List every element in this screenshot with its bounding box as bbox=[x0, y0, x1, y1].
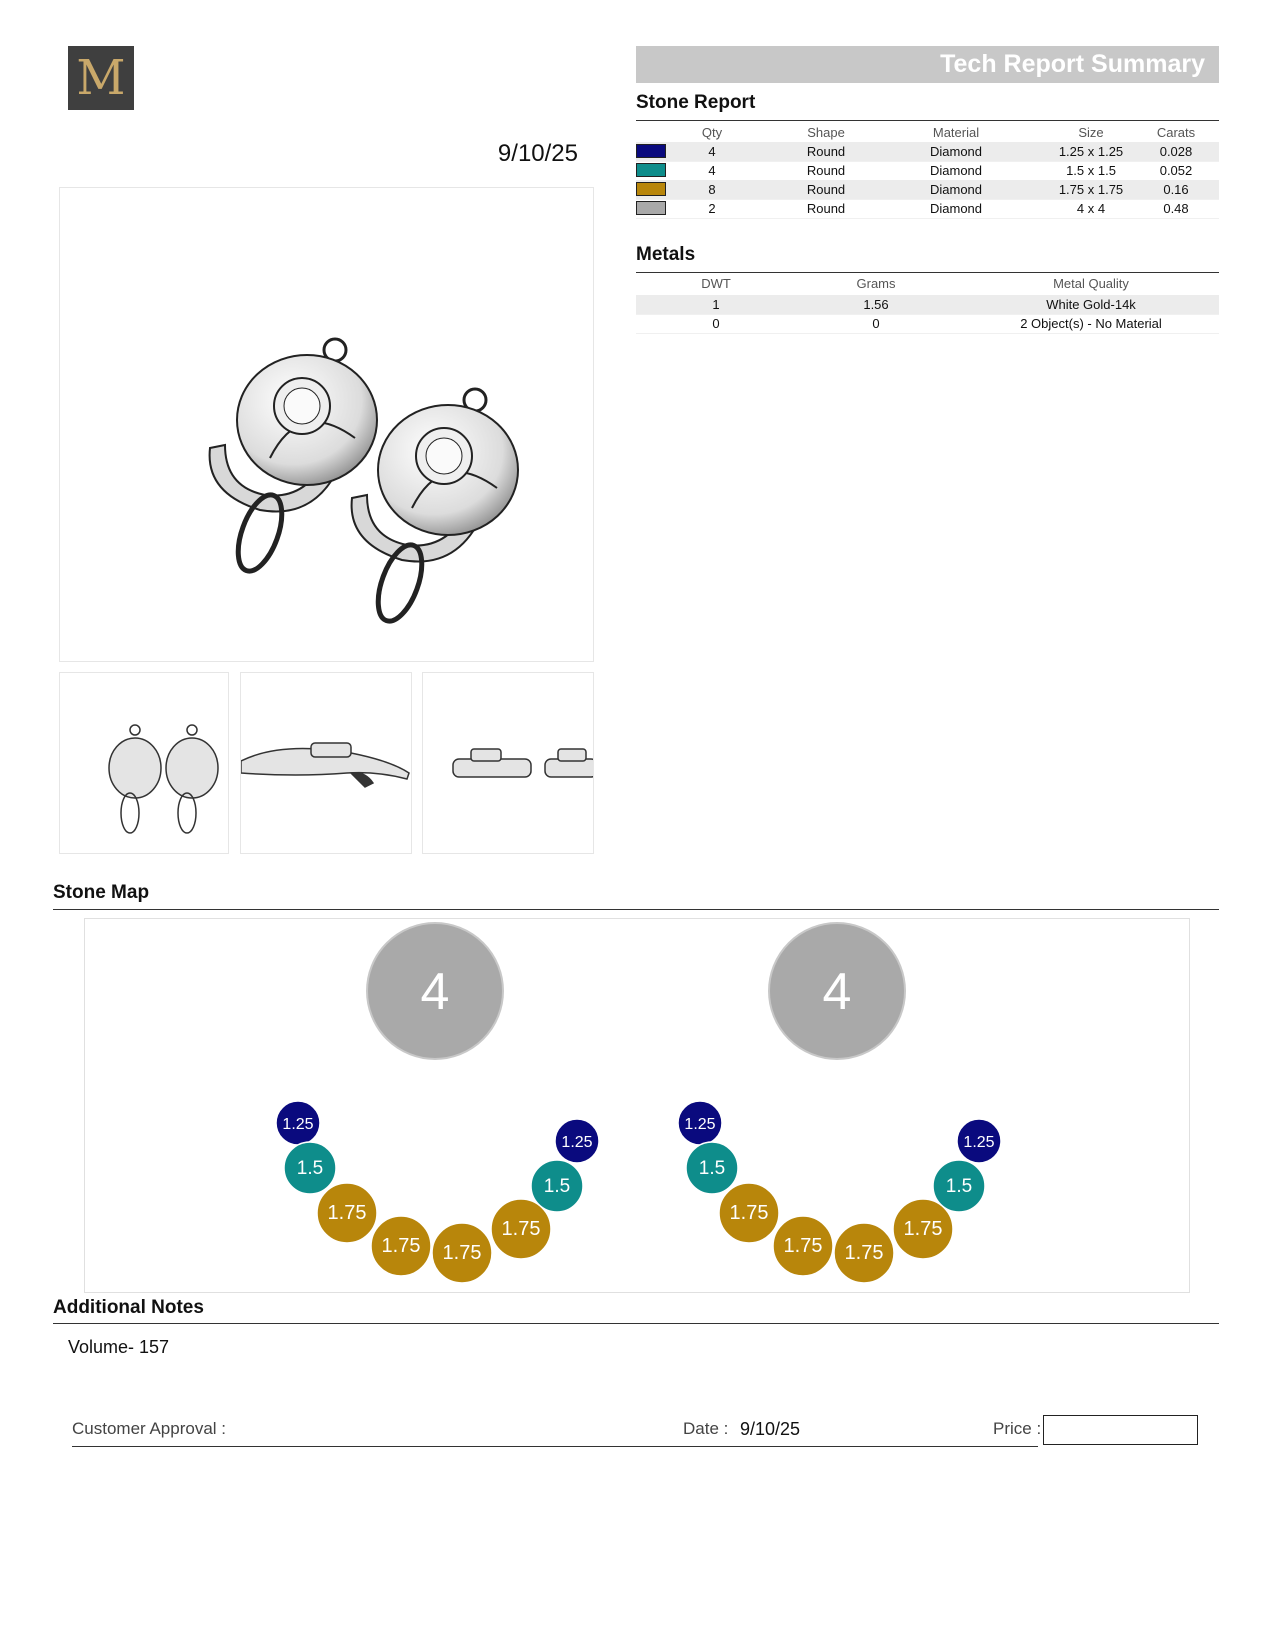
stone-4-marker bbox=[367, 923, 503, 1059]
cell-qty: 2 bbox=[708, 201, 716, 216]
stone-report-heading: Stone Report bbox=[636, 92, 756, 113]
approval-date-label: Date : bbox=[683, 1419, 729, 1438]
stone-1-5-label: 1.5 bbox=[945, 1176, 973, 1197]
cell-material: Diamond bbox=[929, 201, 983, 216]
cell-carats: 0.028 bbox=[1159, 144, 1193, 159]
stone-1-25-label: 1.25 bbox=[963, 1134, 995, 1151]
col-grams: Grams bbox=[856, 276, 896, 291]
company-logo bbox=[68, 46, 134, 110]
stone-1-75-marker bbox=[834, 1223, 894, 1283]
stone-1-25-label: 1.25 bbox=[282, 1116, 314, 1133]
stone-1-75-marker bbox=[317, 1183, 377, 1243]
col-size: Size bbox=[1078, 125, 1104, 140]
stone-1-5-marker bbox=[531, 1160, 583, 1212]
customer-approval-label: Customer Approval : bbox=[72, 1419, 227, 1438]
metals-heading: Metals bbox=[636, 244, 696, 265]
thumbnail-side-view bbox=[240, 672, 412, 854]
col-shape: Shape bbox=[807, 125, 845, 140]
thumbnail-front-view bbox=[59, 672, 229, 854]
approval-date-value: 9/10/25 bbox=[740, 1419, 801, 1439]
stone-1-75-label: 1.75 bbox=[783, 1235, 823, 1257]
stone-map-heading: Stone Map bbox=[53, 882, 150, 903]
stone-4-label: 4 bbox=[822, 963, 852, 1021]
stone-1-5-marker bbox=[686, 1142, 738, 1194]
top-view-icon bbox=[423, 673, 594, 854]
cell-shape: Round bbox=[806, 182, 846, 197]
stone-1-25-marker bbox=[555, 1119, 599, 1163]
stone-1-25-label: 1.25 bbox=[684, 1116, 716, 1133]
cell-qty: 8 bbox=[708, 182, 716, 197]
stone-1-75-marker bbox=[719, 1183, 779, 1243]
earring-pair-render bbox=[60, 188, 594, 662]
stone-map-rule bbox=[53, 909, 1219, 910]
price-field[interactable] bbox=[1043, 1415, 1198, 1445]
col-carats: Carats bbox=[1156, 125, 1196, 140]
cell-material: Diamond bbox=[929, 182, 983, 197]
cell-qty: 4 bbox=[708, 163, 716, 178]
stone-1-75-label: 1.75 bbox=[442, 1242, 482, 1264]
notes-rule bbox=[53, 1323, 1219, 1324]
stone-1-5-marker bbox=[284, 1142, 336, 1194]
cell-grams: 0 bbox=[872, 316, 880, 331]
signature-line[interactable] bbox=[72, 1446, 1038, 1447]
cell-material: Diamond bbox=[929, 163, 983, 178]
col-material: Material bbox=[932, 125, 980, 140]
report-title: Tech Report Summary bbox=[940, 50, 1205, 78]
stone-map bbox=[84, 918, 1190, 1293]
cell-carats: 0.052 bbox=[1159, 163, 1193, 178]
title-bar bbox=[636, 46, 1219, 83]
cell-shape: Round bbox=[806, 201, 846, 216]
stone-1-25-marker bbox=[276, 1101, 320, 1145]
stone-report-rule bbox=[636, 120, 1219, 121]
cell-shape: Round bbox=[806, 144, 846, 159]
table-header bbox=[636, 123, 1219, 142]
stone-1-25-marker bbox=[957, 1119, 1001, 1163]
stone-1-75-label: 1.75 bbox=[844, 1242, 884, 1264]
col-metal-quality: Metal Quality bbox=[1053, 276, 1129, 291]
stone-map-diagram bbox=[85, 919, 1191, 1294]
table-row bbox=[636, 142, 1219, 162]
cell-qty: 4 bbox=[708, 144, 716, 159]
stone-1-25-marker bbox=[678, 1101, 722, 1145]
metals-table bbox=[636, 274, 1219, 334]
stone-color-swatch bbox=[636, 182, 666, 196]
main-render-image bbox=[59, 187, 594, 662]
stone-1-5-label: 1.5 bbox=[296, 1158, 324, 1179]
stone-report-table bbox=[636, 123, 1219, 223]
stone-1-75-label: 1.75 bbox=[729, 1202, 769, 1224]
cell-dwt: 0 bbox=[712, 316, 720, 331]
front-view-icon bbox=[60, 673, 229, 854]
cell-shape: Round bbox=[806, 163, 846, 178]
table-row bbox=[636, 314, 1219, 334]
stone-1-75-label: 1.75 bbox=[381, 1235, 421, 1257]
cell-metal-quality: White Gold-14k bbox=[1046, 297, 1136, 312]
stone-1-5-label: 1.5 bbox=[698, 1158, 726, 1179]
metals-rule bbox=[636, 272, 1219, 273]
stone-color-swatch bbox=[636, 163, 666, 177]
stone-1-75-label: 1.75 bbox=[327, 1202, 367, 1224]
stone-color-swatch bbox=[636, 144, 666, 158]
table-header bbox=[636, 274, 1219, 293]
col-dwt: DWT bbox=[701, 276, 731, 291]
cell-size: 4 x 4 bbox=[1076, 201, 1106, 216]
table-row bbox=[636, 295, 1219, 315]
stone-1-75-label: 1.75 bbox=[501, 1218, 541, 1240]
table-row bbox=[636, 161, 1219, 181]
additional-notes-heading: Additional Notes bbox=[53, 1297, 204, 1318]
logo-letter: M bbox=[76, 50, 126, 106]
stone-1-5-label: 1.5 bbox=[543, 1176, 571, 1197]
cell-size: 1.25 x 1.25 bbox=[1058, 144, 1124, 159]
stone-1-75-marker bbox=[371, 1216, 431, 1276]
stone-4-label: 4 bbox=[420, 963, 450, 1021]
thumbnail-top-view bbox=[422, 672, 594, 854]
cell-dwt: 1 bbox=[712, 297, 720, 312]
cell-size: 1.75 x 1.75 bbox=[1058, 182, 1124, 197]
stone-1-75-marker bbox=[773, 1216, 833, 1276]
price-label: Price : bbox=[993, 1419, 1042, 1438]
col-qty: Qty bbox=[701, 125, 723, 140]
table-row bbox=[636, 180, 1219, 200]
stone-color-swatch bbox=[636, 201, 666, 215]
cell-grams: 1.56 bbox=[863, 297, 889, 312]
stone-1-25-label: 1.25 bbox=[561, 1134, 593, 1151]
cell-material: Diamond bbox=[929, 144, 983, 159]
stone-1-75-label: 1.75 bbox=[903, 1218, 943, 1240]
cell-size: 1.5 x 1.5 bbox=[1066, 163, 1116, 178]
stone-4-marker bbox=[769, 923, 905, 1059]
stone-1-75-marker bbox=[432, 1223, 492, 1283]
cell-metal-quality: 2 Object(s) - No Material bbox=[1020, 316, 1162, 331]
table-row bbox=[636, 199, 1219, 219]
stone-1-5-marker bbox=[933, 1160, 985, 1212]
side-view-icon bbox=[241, 673, 412, 854]
notes-text: Volume- 157 bbox=[68, 1337, 170, 1357]
cell-carats: 0.48 bbox=[1163, 201, 1189, 216]
cell-carats: 0.16 bbox=[1163, 182, 1189, 197]
report-date: 9/10/25 bbox=[497, 140, 578, 167]
